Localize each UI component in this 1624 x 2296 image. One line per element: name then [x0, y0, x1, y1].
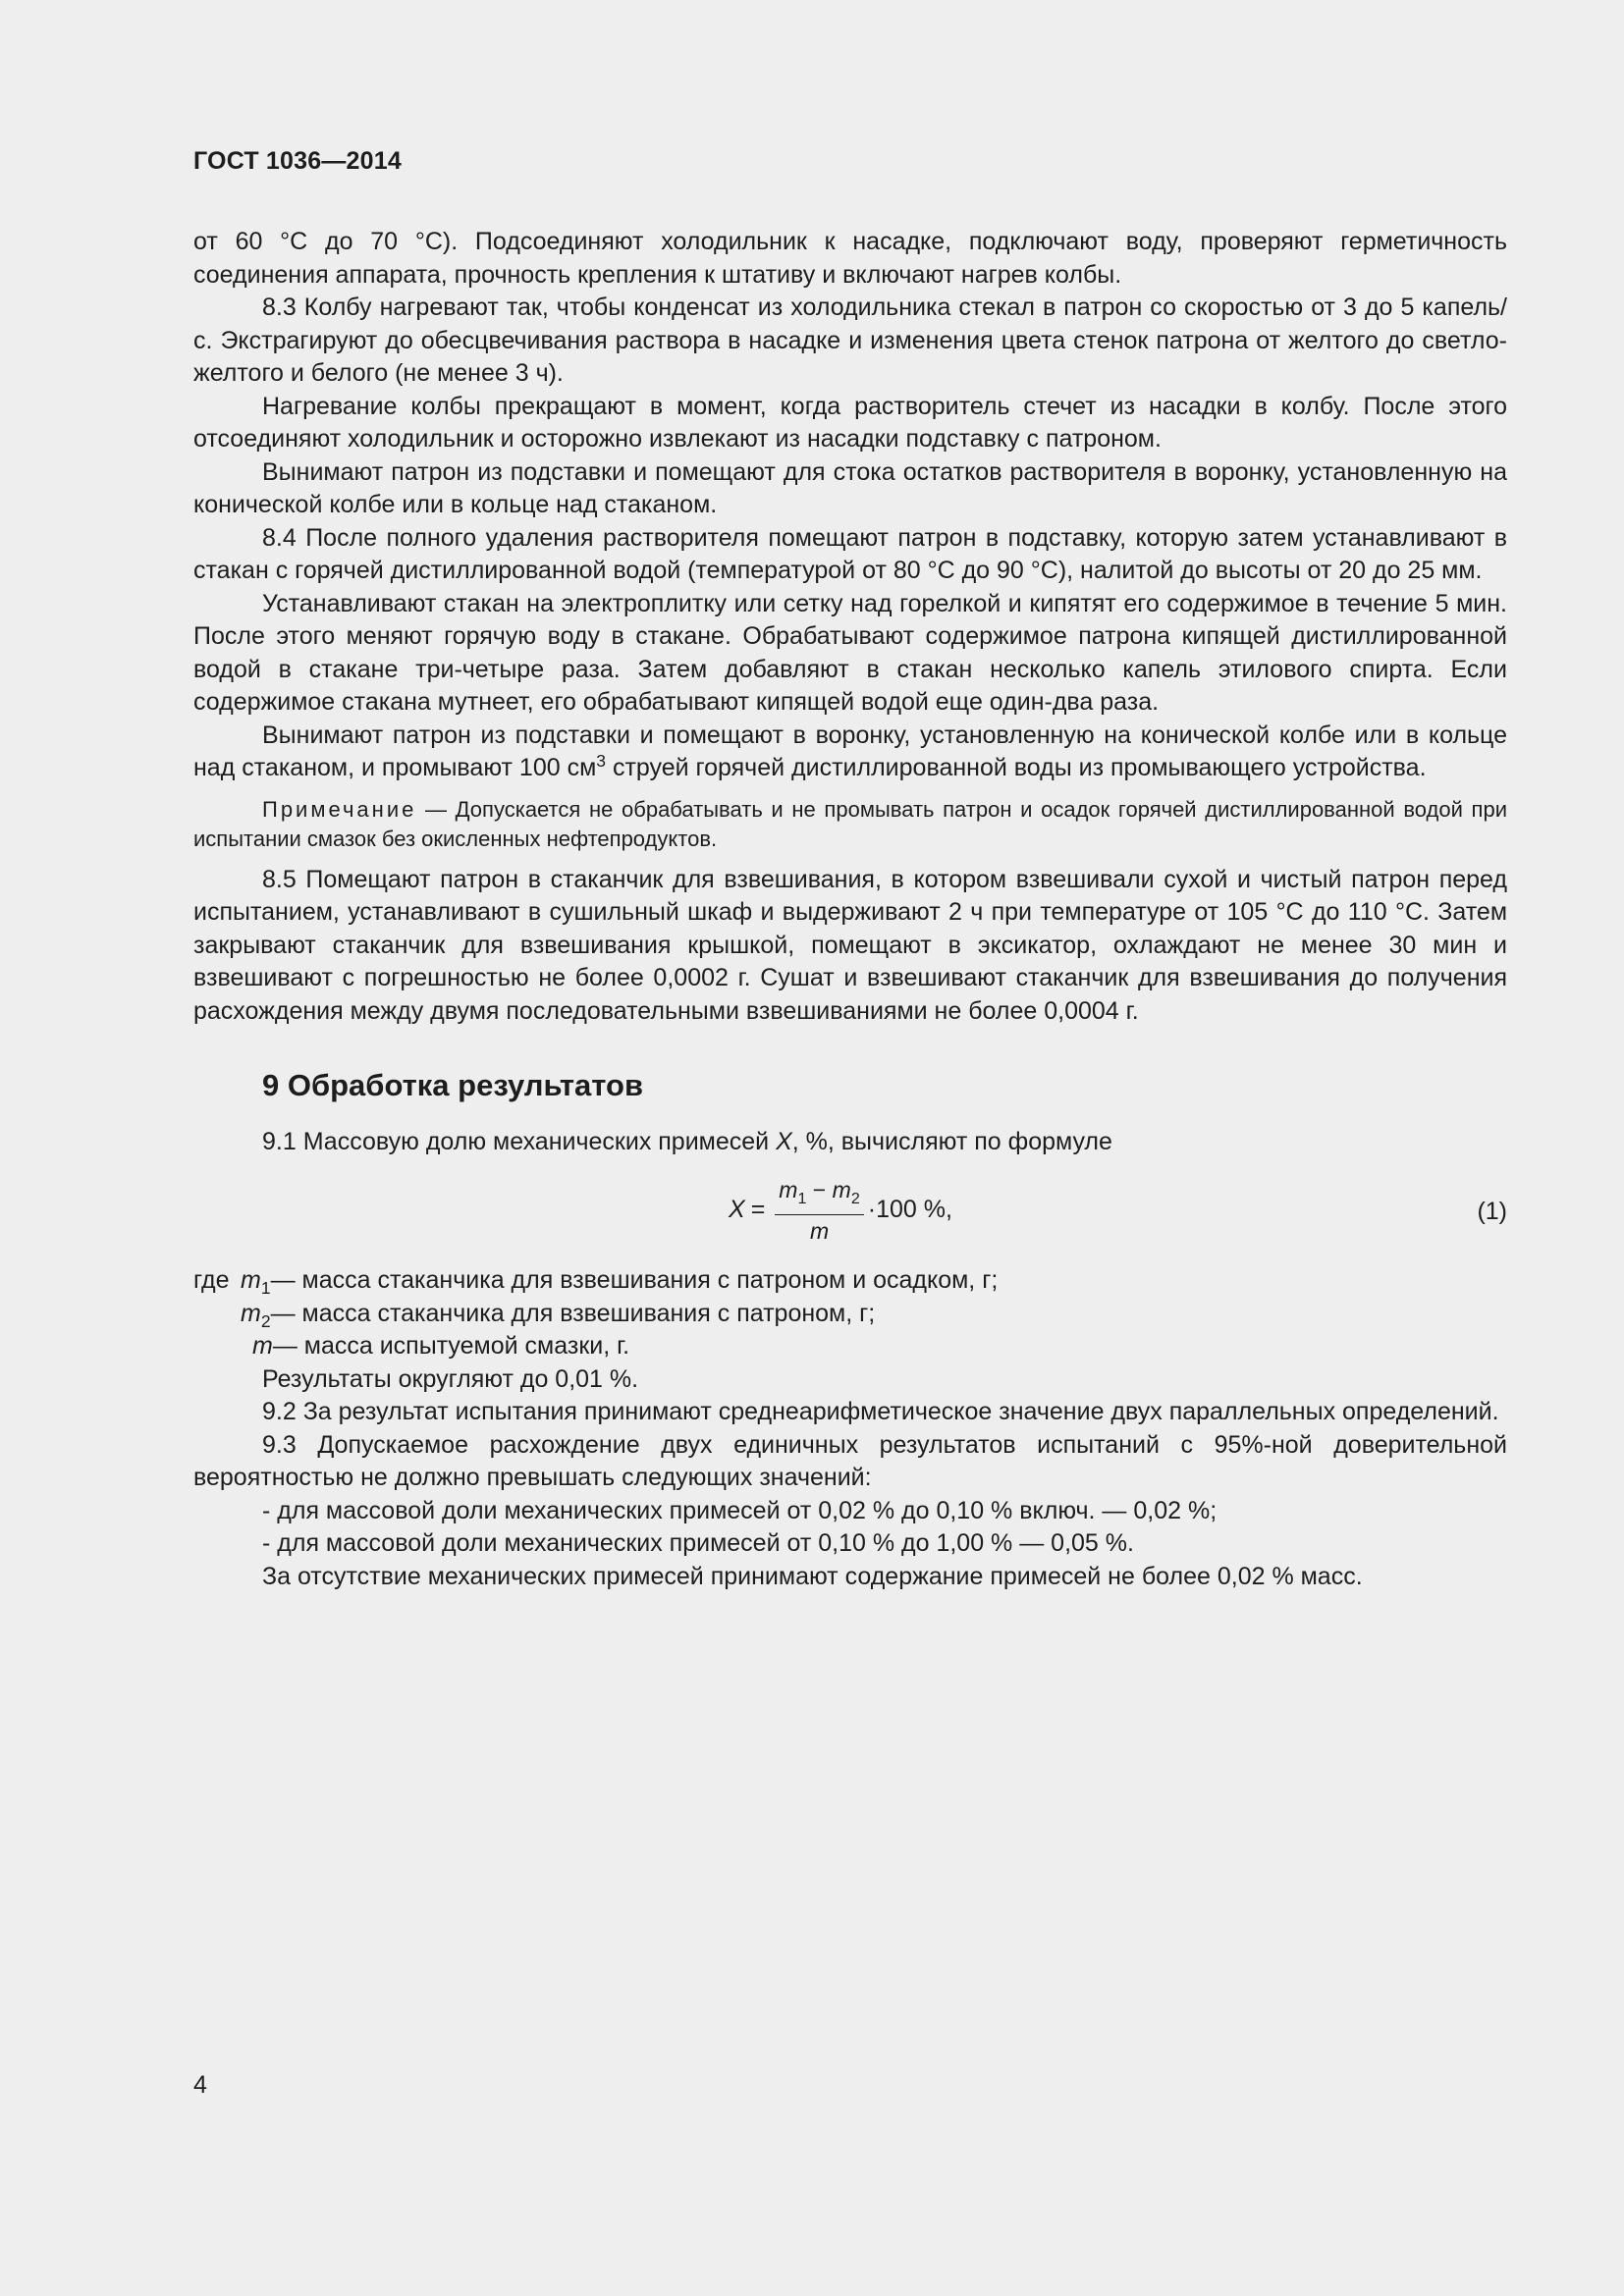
- equation-number: (1): [1477, 1198, 1507, 1225]
- paragraph-text: , %, вычисляют по формуле: [791, 1127, 1112, 1155]
- section-title: 9 Обработка результатов: [262, 1068, 644, 1102]
- formula-lhs: X: [729, 1196, 745, 1224]
- definition-prefix: где: [193, 1266, 230, 1294]
- paragraph: Вынимают патрон из подставки и помещают для стока остатков растворителя в воронку, установленную на конической колбе или в кольце над стаканом.: [193, 457, 1507, 518]
- var-m: m: [779, 1177, 798, 1202]
- definition-item: [193, 1298, 1507, 1331]
- paragraph-text: Вынимают патрон из подставки и помещают в воронку, установленную на конической колбе или в кольце над стаканом, и промывают 100 см: [193, 721, 1507, 781]
- definition-prefix: [193, 1330, 252, 1363]
- subscript: 2: [260, 1310, 271, 1331]
- definition-symbol: [241, 1264, 271, 1298]
- paragraph-text: струей горячей дистиллированной воды из промывающего устройства.: [606, 754, 1427, 781]
- formula-tail: ·100 %,: [867, 1196, 952, 1224]
- paragraph: Результаты округляют до 0,01 %.: [262, 1364, 639, 1393]
- fraction-denominator: m: [809, 1218, 830, 1244]
- variable: X: [776, 1127, 792, 1155]
- paragraph-8-3: 8.3 Колбу нагревают так, чтобы конденсат из холодильника стекал в патрон со скоростью от 3 до 5 капель/с. Экстрагируют до обесцвечивания раствора в насадке и изменения цвета стенок патрона от желтого до светло-желтого и белого (не менее 3 ч).: [193, 294, 1507, 387]
- formula: [729, 1174, 952, 1247]
- formula-equals: =: [750, 1196, 766, 1224]
- paragraph-8-4: 8.4 После полного удаления растворителя помещают патрон в подставку, которую затем устанавливают в стакан с горячей дистиллированной водой (температурой от 80 °С до 90 °С), налитой до высоты от 20 до 25 мм.: [193, 523, 1507, 584]
- document-header: ГОСТ 1036—2014: [193, 147, 402, 175]
- subscript: 1: [260, 1278, 271, 1298]
- document-body: [193, 226, 1507, 1593]
- definition-text: — масса испытуемой смазки, г.: [272, 1332, 630, 1360]
- var-m: m: [241, 1266, 261, 1294]
- definition-symbol: [241, 1298, 271, 1331]
- definition-item: [193, 1264, 1507, 1298]
- paragraph-8-5: 8.5 Помещают патрон в стаканчик для взвешивания, в котором взвешивали сухой и чистый патрон перед испытанием, устанавливают в сушильный шкаф и выдерживают 2 ч при температуре от 105 °С до 110 °С. Затем закрывают стаканчик для взвешивания крышкой, помещают в эксикатор, охлаждают не менее 30 мин и взвешивают с погрешностью не более 0,0002 г. Сушат и взвешивают стаканчик для взвешивания до получения расхождения между двумя последовательными взвешиваниями не более 0,0004 г.: [193, 865, 1507, 1025]
- paragraph-9-1: [193, 1126, 1507, 1159]
- paragraph: Нагревание колбы прекращают в момент, когда растворитель стечет из насадки в колбу. После этого отсоединяют холодильник и осторожно извлекают из насадки подставку с патроном.: [193, 392, 1507, 453]
- paragraph-text: 9.1 Массовую долю механических примесей: [262, 1127, 777, 1155]
- definition-item: [193, 1330, 1507, 1363]
- page-number: 4: [193, 2071, 207, 2099]
- fraction-numerator: [775, 1174, 863, 1215]
- definition-prefix: [193, 1298, 241, 1331]
- superscript: 3: [596, 751, 606, 771]
- paragraph-9-2: 9.2 За результат испытания принимают среднеарифметическое значение двух параллельных определений.: [262, 1398, 1499, 1425]
- definitions-list: [193, 1264, 1507, 1363]
- paragraph: [193, 720, 1507, 785]
- var-m: m: [832, 1177, 851, 1202]
- paragraph-9-3: 9.3 Допускаемое расхождение двух единичных результатов испытаний с 95%-ной доверительной вероятностью не должно превышать следующих значений:: [193, 1430, 1507, 1491]
- subscript: 2: [850, 1190, 860, 1207]
- definition-symbol: [252, 1330, 273, 1363]
- definition-text: — масса стаканчика для взвешивания с патроном и осадком, г;: [270, 1266, 999, 1294]
- list-item: - для массовой доли механических примесей от 0,10 % до 1,00 % — 0,05 %.: [262, 1529, 1134, 1557]
- formula-block: [193, 1172, 1507, 1251]
- note: [193, 795, 1507, 854]
- list-item: - для массовой доли механических примесей от 0,02 % до 0,10 % включ. — 0,02 %;: [262, 1496, 1218, 1524]
- subscript: 1: [797, 1190, 807, 1207]
- paragraph: За отсутствие механических примесей принимают содержание примесей не более 0,02 % масс.: [262, 1562, 1363, 1590]
- var-m: m: [252, 1332, 273, 1360]
- paragraph: от 60 °С до 70 °С). Подсоединяют холодильник к насадке, подключают воду, проверяют герметичность соединения аппарата, прочность крепления к штативу и включают нагрев колбы.: [193, 228, 1507, 289]
- formula-fraction: [775, 1174, 863, 1247]
- note-label: Примечание: [262, 796, 417, 822]
- var-m: m: [241, 1299, 261, 1327]
- note-text: — Допускается не обрабатывать и не промывать патрон и осадок горячей дистиллированной водой при испытании смазок без окисленных нефтепродуктов.: [193, 796, 1507, 851]
- paragraph: Устанавливают стакан на электроплитку или сетку над горелкой и кипятят его содержимое в течение 5 мин. После этого меняют горячую воду в стакане. Обрабатывают содержимое патрона кипящей дистиллированной водой в стакане три-четыре раза. Затем добавляют в стакан несколько капель этилового спирта. Если содержимое стакана мутнеет, его обрабатывают кипящей водой еще один-два раза.: [193, 589, 1507, 716]
- minus-sign: −: [806, 1177, 833, 1202]
- definition-text: — масса стаканчика для взвешивания с патроном, г;: [270, 1299, 876, 1327]
